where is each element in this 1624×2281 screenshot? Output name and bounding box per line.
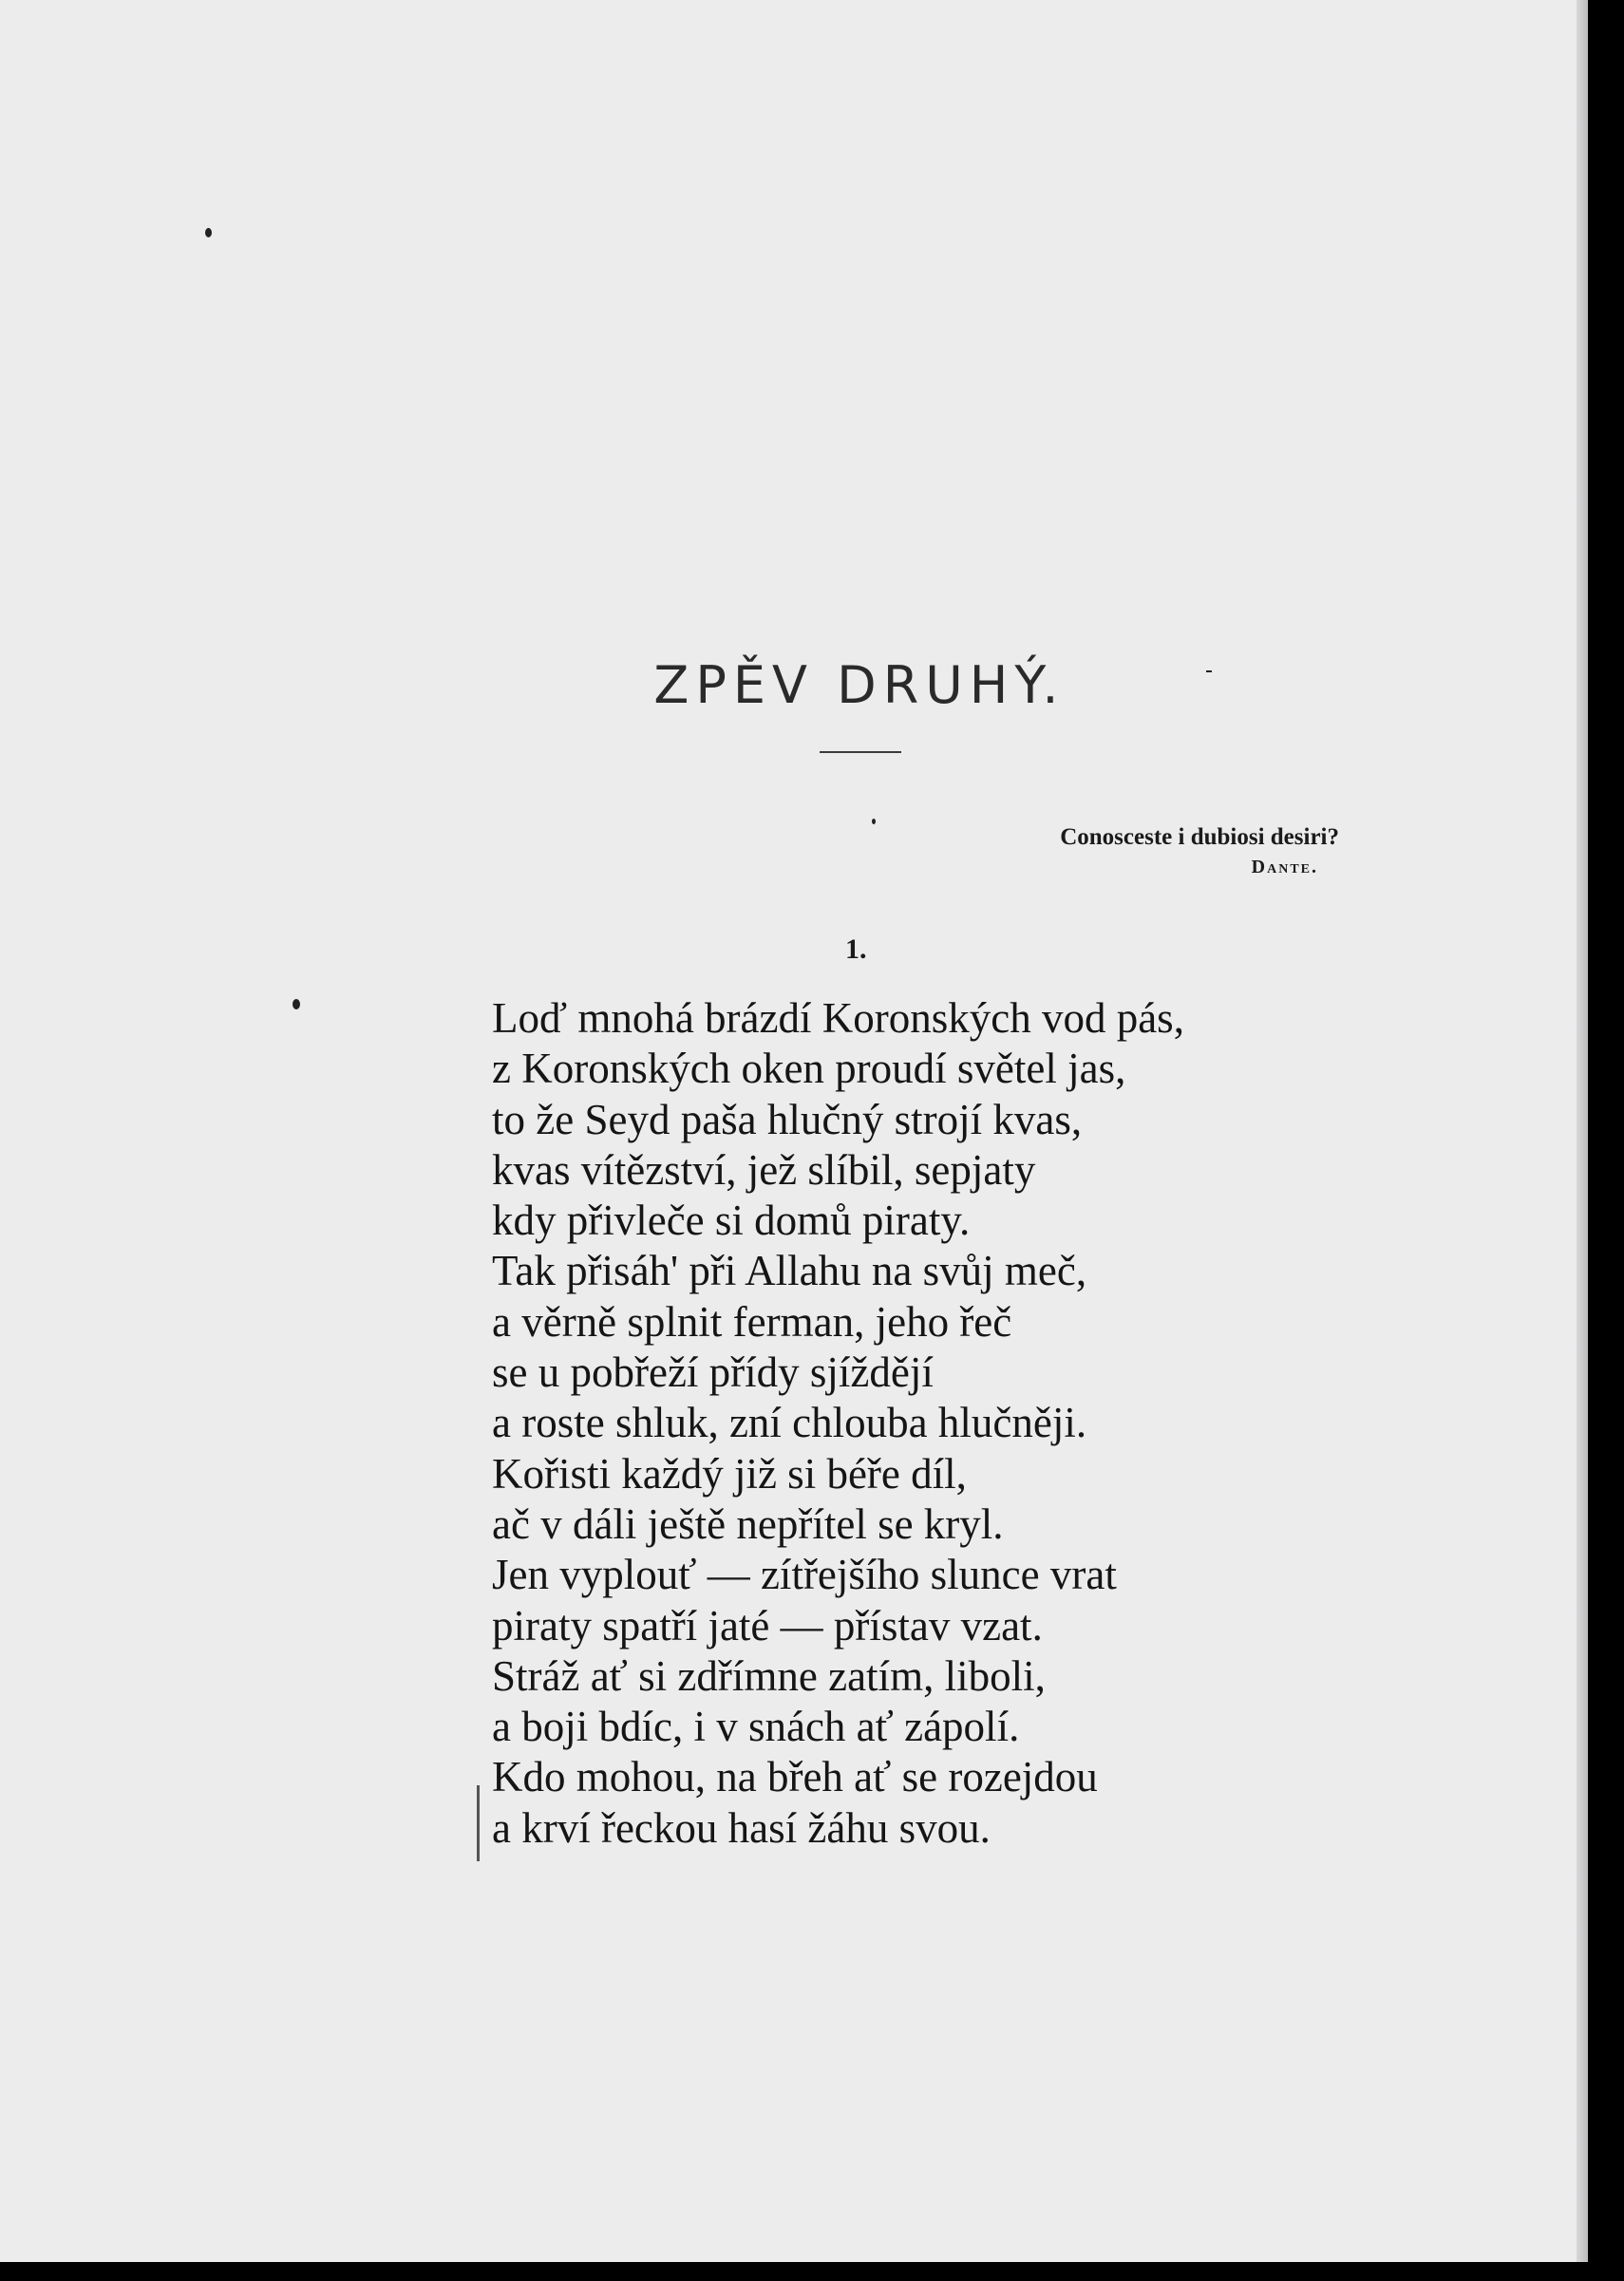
verse-line: a věrně splnit ferman, jeho řeč (492, 1297, 1012, 1346)
verse-stanza (492, 993, 1184, 1854)
verse-line: piraty spatří jaté — přístav vzat. (492, 1601, 1043, 1649)
epigraph-quote: Conosceste i dubiosi desiri? (1060, 824, 1339, 850)
ink-speck (872, 819, 876, 824)
verse-line: kvas vítězství, jež slíbil, sepjaty (492, 1145, 1036, 1194)
epigraph (1060, 819, 1339, 878)
verse-line: kdy přivleče si domů piraty. (492, 1197, 971, 1245)
verse-line: Loď mnohá brázdí Koronských vod pás, (492, 994, 1184, 1042)
ink-speck (205, 228, 212, 237)
verse-line: ač v dáli ještě nepřítel se kryl. (492, 1499, 1004, 1548)
verse-line: Tak přisáh' při Allahu na svůj meč, (492, 1247, 1087, 1295)
ink-speck (477, 1785, 480, 1861)
verse-line: se u pobřeží přídy sjíždějí (492, 1348, 934, 1397)
verse-line: Kdo mohou, na břeh ať se rozejdou (492, 1753, 1098, 1801)
verse-line: Stráž ať si zdřímne zatím, liboli, (492, 1651, 1046, 1700)
verse-line: a krví řeckou hasí žáhu svou. (492, 1803, 991, 1852)
epigraph-author: Dante. (1251, 857, 1318, 877)
verse-line: z Koronských oken proudí světel jas, (492, 1045, 1126, 1093)
verse-line: a roste shluk, zní chlouba hlučněji. (492, 1399, 1087, 1447)
verse-line: to že Seyd paša hlučný strojí kvas, (492, 1095, 1083, 1143)
title-rule (820, 751, 901, 753)
verse-line: Jen vyplouť — zítřejšího slunce vrat (492, 1551, 1117, 1599)
chapter-title: ZPĚV DRUHÝ. (653, 655, 1066, 715)
verse-line: Kořisti každý již si béře díl, (492, 1449, 967, 1498)
verse-line: a boji bdíc, i v snách ať zápolí. (492, 1703, 1020, 1751)
page-edge (1577, 0, 1588, 2262)
ink-speck (293, 999, 300, 1009)
section-number: 1. (845, 933, 867, 965)
